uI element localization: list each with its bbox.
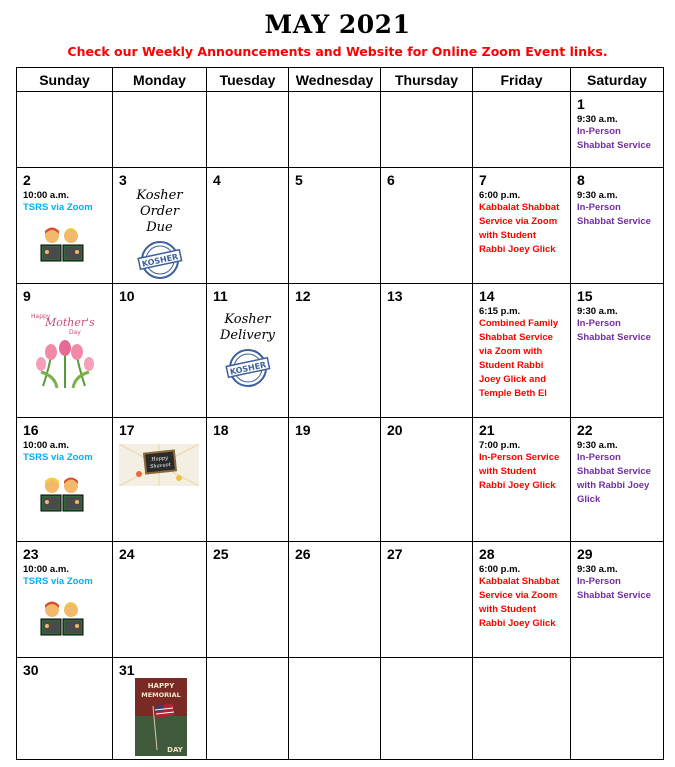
day-number: 11 [213, 288, 228, 304]
event-text: Shabbat Service [577, 332, 651, 343]
day-number: 31 [119, 662, 135, 678]
event-time: 7:00 p.m. [479, 440, 521, 451]
day-number: 9 [23, 288, 31, 304]
day-cell-8 [571, 168, 664, 284]
event-text: Shabbat Service [577, 466, 651, 477]
day-number: 21 [479, 422, 495, 438]
svg-text:Happy: Happy [31, 313, 51, 320]
day-number: 24 [119, 546, 135, 562]
day-cell-7 [473, 168, 571, 284]
day-number: 8 [577, 172, 585, 188]
day-cell-16 [17, 418, 113, 542]
empty-cell [207, 658, 289, 760]
event-text: In-Person [577, 202, 621, 213]
event-text: Rabbi Joey Glick [479, 618, 556, 629]
weekday-sunday: Sunday [17, 68, 113, 92]
day-number: 12 [295, 288, 311, 304]
kosher-stamp-icon [225, 348, 271, 388]
svg-text:KOSHER: KOSHER [228, 360, 267, 377]
svg-text:KOSHER: KOSHER [140, 252, 179, 269]
event-text: Temple Beth El [479, 388, 547, 399]
day-cell-13 [381, 284, 473, 418]
day-number: 16 [23, 422, 39, 438]
day-cell-4 [207, 168, 289, 284]
empty-cell [473, 92, 571, 168]
day-cell-28 [473, 542, 571, 658]
day-cell-21 [473, 418, 571, 542]
day-number: 1 [577, 96, 585, 112]
day-cell-30 [17, 658, 113, 760]
day-cell-29 [571, 542, 664, 658]
weekday-tuesday: Tuesday [207, 68, 289, 92]
day-cell-15 [571, 284, 664, 418]
svg-text:Day: Day [69, 329, 81, 336]
svg-text:MEMORIAL: MEMORIAL [141, 691, 181, 699]
event-text: Shabbat Service [577, 590, 651, 601]
day-cell-10 [113, 284, 207, 418]
day-number: 14 [479, 288, 495, 304]
day-number: 5 [295, 172, 303, 188]
event-time: 10:00 a.m. [23, 190, 69, 201]
weekday-thursday: Thursday [381, 68, 473, 92]
week-row [17, 284, 664, 418]
day-number: 30 [23, 662, 39, 678]
empty-cell [381, 92, 473, 168]
day-cell-20 [381, 418, 473, 542]
day-cell-3 [113, 168, 207, 284]
week-row [17, 542, 664, 658]
day-cell-27 [381, 542, 473, 658]
event-text: TSRS via Zoom [23, 576, 93, 587]
day-number: 3 [119, 172, 127, 188]
week-row [17, 658, 664, 760]
event-note: Kosher Order [136, 188, 183, 219]
day-number: 2 [23, 172, 31, 188]
weekday-saturday: Saturday [571, 68, 664, 92]
event-text: In-Person [577, 576, 621, 587]
event-text: Shabbat Service [577, 216, 651, 227]
event-text: with Student [479, 466, 536, 477]
event-text: with Rabbi Joey [577, 480, 650, 491]
event-text: via Zoom with [479, 346, 543, 357]
kids-reading-icon [37, 477, 87, 515]
event-text: In-Person Service [479, 452, 560, 463]
svg-text:HAPPY: HAPPY [147, 682, 175, 690]
event-time: 9:30 a.m. [577, 114, 618, 125]
page-title: MAY 2021 [264, 10, 411, 39]
day-number: 15 [577, 288, 593, 304]
event-text: Shabbat Service [479, 332, 553, 343]
event-text: with Student [479, 230, 536, 241]
day-number: 19 [295, 422, 311, 438]
memorial-day-flag-image [135, 678, 187, 756]
day-number: 27 [387, 546, 403, 562]
day-number: 6 [387, 172, 395, 188]
day-cell-24 [113, 542, 207, 658]
day-number: 25 [213, 546, 229, 562]
day-cell-1 [571, 92, 664, 168]
event-text: Rabbi Joey Glick [479, 244, 556, 255]
event-time: 9:30 a.m. [577, 564, 618, 575]
day-cell-25 [207, 542, 289, 658]
day-cell-19 [289, 418, 381, 542]
day-number: 26 [295, 546, 311, 562]
event-text: Student Rabbi [479, 360, 544, 371]
day-cell-23 [17, 542, 113, 658]
day-cell-5 [289, 168, 381, 284]
event-text: Kabbalat Shabbat [479, 202, 560, 213]
event-text: TSRS via Zoom [23, 202, 93, 213]
weekday-friday: Friday [473, 68, 571, 92]
calendar-grid [16, 67, 664, 760]
day-cell-17 [113, 418, 207, 542]
day-cell-18 [207, 418, 289, 542]
empty-cell [289, 92, 381, 168]
shavuot-image [119, 444, 199, 486]
event-text: In-Person [577, 452, 621, 463]
event-text: Shabbat Service [577, 140, 651, 151]
subtitle: Check our Weekly Announcements and Website for Online Zoom Event links. [67, 44, 608, 59]
weekday-header-row [17, 68, 664, 92]
event-text: Glick [577, 494, 601, 505]
empty-cell [17, 92, 113, 168]
week-row [17, 418, 664, 542]
kosher-stamp-icon [137, 240, 183, 280]
empty-cell [381, 658, 473, 760]
day-number: 20 [387, 422, 403, 438]
event-text: In-Person [577, 318, 621, 329]
day-cell-6 [381, 168, 473, 284]
day-number: 13 [387, 288, 403, 304]
svg-text:Happy: Happy [151, 455, 169, 463]
weekday-wednesday: Wednesday [289, 68, 381, 92]
day-number: 23 [23, 546, 39, 562]
day-cell-26 [289, 542, 381, 658]
event-note: Kosher [224, 312, 271, 327]
day-cell-11 [207, 284, 289, 418]
event-note: Due [146, 220, 173, 235]
day-cell-2 [17, 168, 113, 284]
event-time: 6:00 p.m. [479, 190, 521, 201]
day-number: 28 [479, 546, 495, 562]
day-number: 10 [119, 288, 135, 304]
event-time: 9:30 a.m. [577, 306, 618, 317]
day-number: 18 [213, 422, 229, 438]
day-cell-31 [113, 658, 207, 760]
empty-cell [571, 658, 664, 760]
day-cell-14 [473, 284, 571, 418]
empty-cell [113, 92, 207, 168]
event-note: Delivery [219, 328, 276, 343]
event-text: Rabbi Joey Glick [479, 480, 556, 491]
event-time: 9:30 a.m. [577, 440, 618, 451]
day-cell-22 [571, 418, 664, 542]
event-text: Service via Zoom [479, 590, 558, 601]
event-text: Joey Glick and [479, 374, 547, 385]
week-row [17, 168, 664, 284]
event-time: 6:00 p.m. [479, 564, 521, 575]
event-time: 9:30 a.m. [577, 190, 618, 201]
empty-cell [289, 658, 381, 760]
event-text: Combined Family [479, 318, 559, 329]
svg-text:Mother's: Mother's [45, 316, 95, 329]
kids-reading-icon [37, 601, 87, 639]
empty-cell [207, 92, 289, 168]
day-number: 7 [479, 172, 487, 188]
event-text: Service via Zoom [479, 216, 558, 227]
kids-reading-icon [37, 227, 87, 265]
day-cell-12 [289, 284, 381, 418]
day-number: 17 [119, 422, 135, 438]
svg-text:DAY: DAY [167, 746, 183, 754]
event-text: with Student [479, 604, 536, 615]
event-time: 6:15 p.m. [479, 306, 521, 317]
week-row [17, 92, 664, 168]
event-time: 10:00 a.m. [23, 564, 69, 575]
event-text: In-Person [577, 126, 621, 137]
event-text: Kabbalat Shabbat [479, 576, 560, 587]
day-number: 4 [213, 172, 221, 188]
day-number: 29 [577, 546, 593, 562]
svg-text:Shavuot: Shavuot [149, 461, 172, 471]
tulips-icon [29, 308, 101, 392]
empty-cell [473, 658, 571, 760]
day-cell-9 [17, 284, 113, 418]
weekday-monday: Monday [113, 68, 207, 92]
event-time: 10:00 a.m. [23, 440, 69, 451]
day-number: 22 [577, 422, 593, 438]
event-text: TSRS via Zoom [23, 452, 93, 463]
